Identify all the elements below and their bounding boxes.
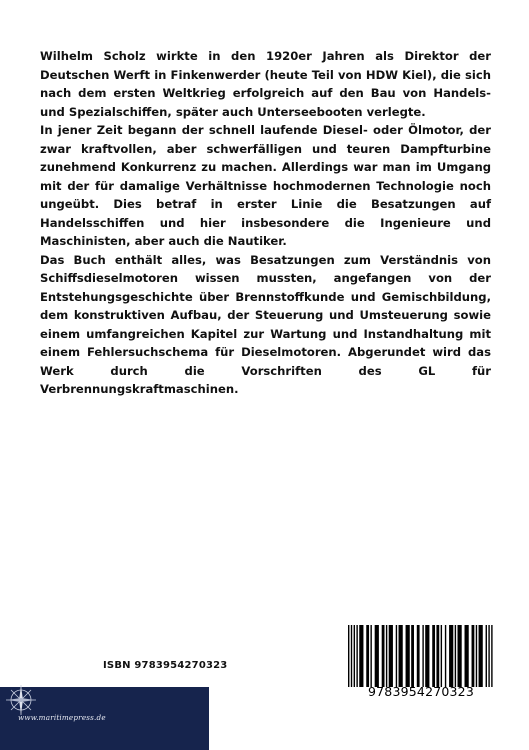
blurb-paragraph-1: Wilhelm Scholz wirkte in den 1920er Jahren als Direktor der Deutschen Werft in Finkenwerder (heute Teil von HDW Kiel), die sich nach dem ersten Weltkrieg erfolgreich auf den Bau von Handels- und Spezialschiffen, später auch Unterseebooten verlegte. <box>40 49 491 119</box>
barcode-icon <box>348 625 494 687</box>
publisher-url: www.maritimepress.de <box>18 713 106 722</box>
compass-rose-icon <box>4 683 38 717</box>
blurb-paragraph-3: Das Buch enthält alles, was Besatzungen zum Verständnis von Schiffsdieselmotoren wissen mussten, angefangen von der Entstehungsgeschichte über Brennstoffkunde und Gemischbildung, dem konstruktiven Aufbau, der Steuerung und Umsteuerung sowie einem umfangreichen Kapitel zur Wartung und Instandhaltung mit einem Fehlersuchschema für Dieselmotoren. Abgerundet wird das Werk durch die Vorschriften des GL für Verbrennungskraftmaschinen. <box>40 252 491 396</box>
back-cover-blurb <box>40 47 491 399</box>
publisher-logo-band <box>0 687 209 750</box>
blurb-paragraph-2: In jener Zeit begann der schnell laufende Diesel- oder Ölmotor, der zwar kraftvollen, aber schwerfälligen und teuren Dampfturbine zunehmend Konkurrenz zu machen. Allerdings war man im Umgang mit der für damalige Verhältnisse hochmodernen Technologie noch ungeübt. Dies betraf in erster Linie die Besatzungen auf Handelsschiffen und hier insbesondere die Ingenieure und Maschinisten, aber auch die Nautiker. <box>40 123 491 248</box>
barcode-number: 9783954270323 <box>368 684 474 699</box>
isbn-label: ISBN 9783954270323 <box>103 660 228 671</box>
